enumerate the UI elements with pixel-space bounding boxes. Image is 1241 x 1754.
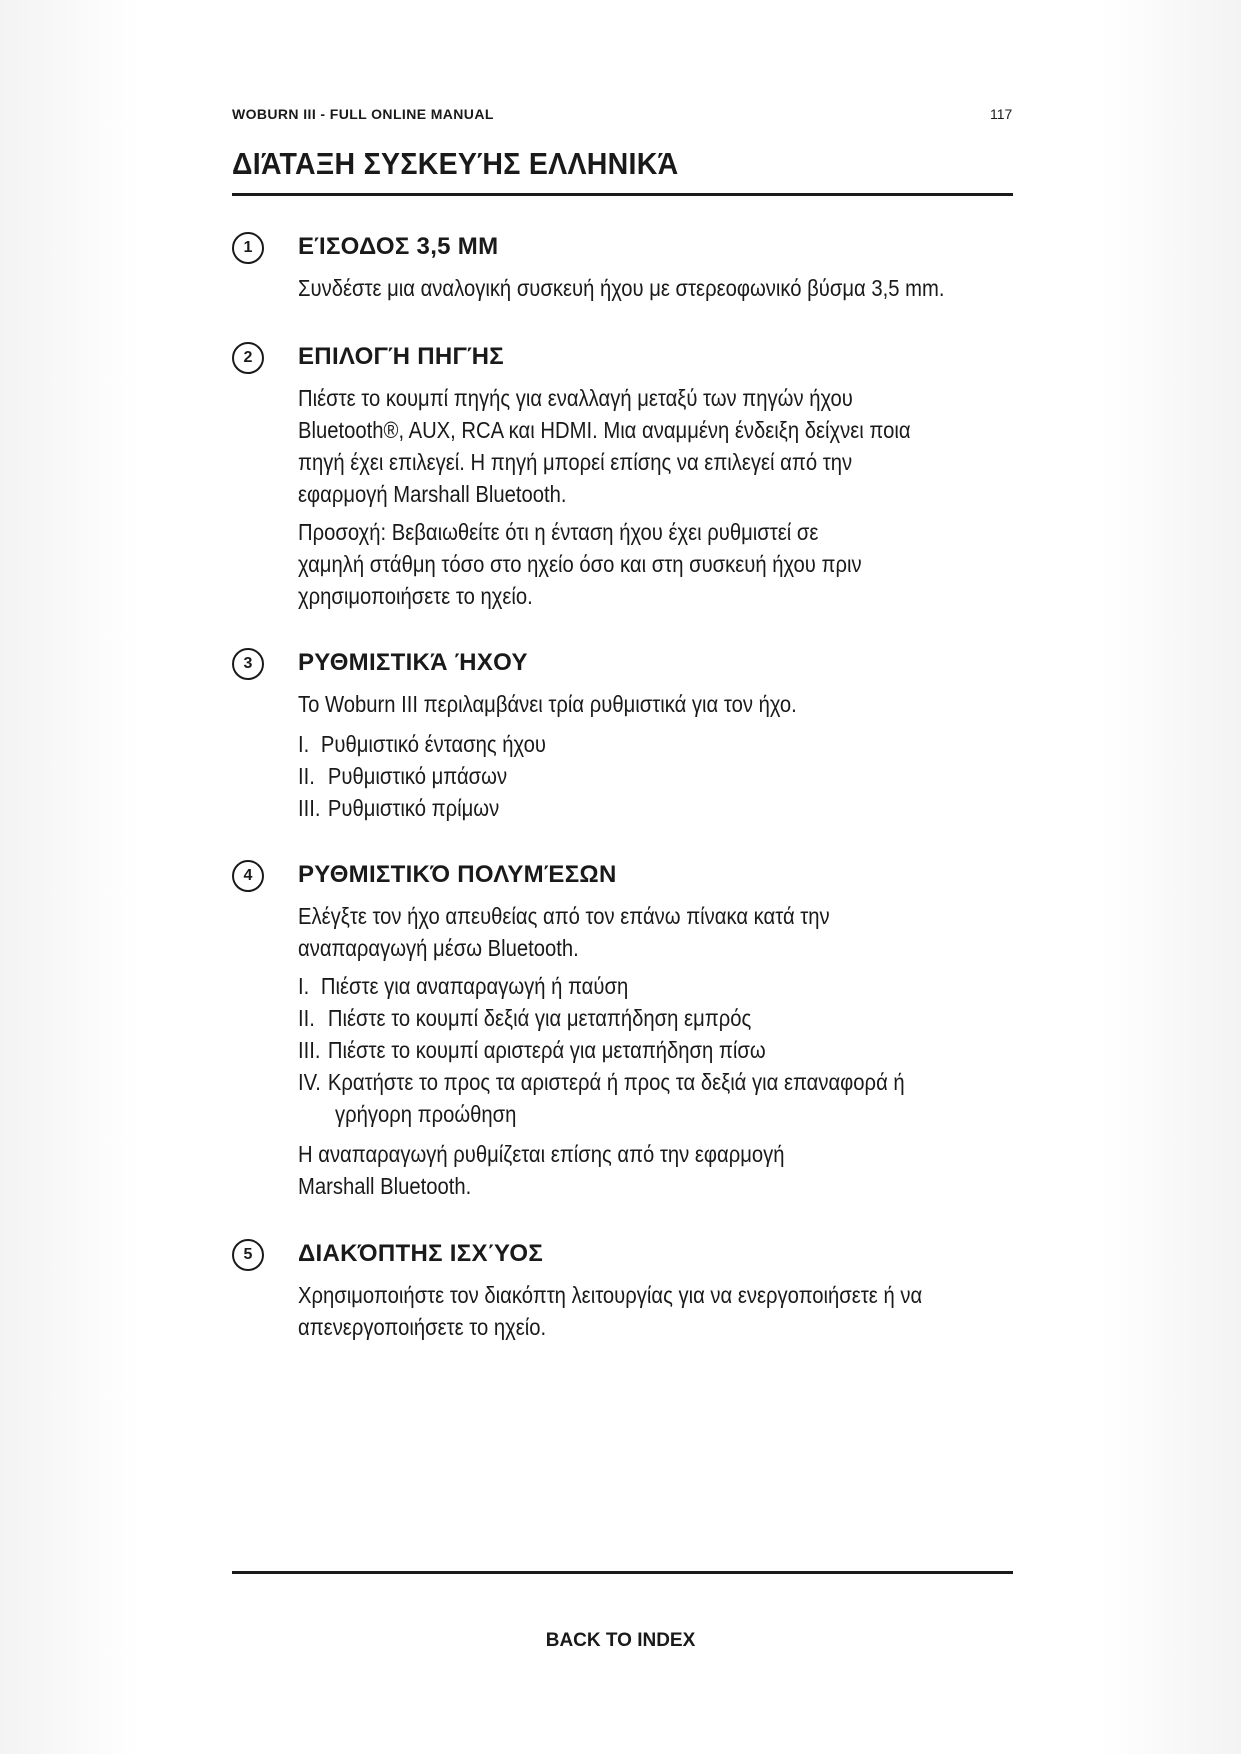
title-divider xyxy=(232,193,1013,196)
text-line: Η αναπαραγωγή ρυθμίζεται επίσης από την εφαρμογή xyxy=(298,1141,785,1167)
section-heading: ΕΠΙΛΟΓΉ ΠΗΓΉΣ xyxy=(298,343,505,370)
text-line: Marshall Bluetooth. xyxy=(298,1173,472,1199)
list-item-text: Ρυθμιστικό έντασης ήχου xyxy=(320,731,546,757)
list-item-continuation xyxy=(298,1098,1065,1130)
section-heading: ΕΊΣΟΔΟΣ 3,5 MM xyxy=(298,233,499,260)
list-item xyxy=(298,970,1051,1002)
back-to-index-link[interactable]: BACK TO INDEX xyxy=(545,1630,696,1651)
section-number-badge: 5 xyxy=(232,1239,264,1271)
list-marker: IV. xyxy=(298,1069,321,1095)
list-item xyxy=(298,728,1051,760)
text-line: εφαρμογή Marshall Bluetooth. xyxy=(298,481,567,507)
caution-paragraph xyxy=(298,516,1028,612)
list-item-text: Πιέστε για αναπαραγωγή ή παύση xyxy=(320,973,629,999)
page-number: 117 xyxy=(990,106,1013,122)
section-heading: ΔΙΑΚΌΠΤΗΣ ΙΣΧΎΟΣ xyxy=(298,1240,544,1267)
list-item-text: Ρυθμιστικό πρίμων xyxy=(327,795,500,821)
list-item xyxy=(298,1002,1058,1034)
list-item xyxy=(298,792,1058,824)
section-outro xyxy=(298,1138,1028,1202)
list-item-text: Ρυθμιστικό μπάσων xyxy=(327,763,508,789)
list-marker: III. xyxy=(298,795,321,821)
text-line: Bluetooth®, AUX, RCA και HDMI. Μια αναμμένη ένδειξη δείχνει ποια xyxy=(298,417,911,443)
section-heading: ΡΥΘΜΙΣΤΙΚΆ ΉΧΟΥ xyxy=(298,649,528,676)
page-title: ΔΙΆΤΑΞΗ ΣΥΣΚΕΥΉΣ ΕΛΛΗΝΙΚΆ xyxy=(232,146,679,181)
list-item xyxy=(298,1066,1058,1098)
control-list xyxy=(298,970,1028,1130)
list-item-text: Πιέστε το κουμπί δεξιά για μεταπήδηση εμπρός xyxy=(327,1005,752,1031)
footer-divider xyxy=(232,1571,1013,1574)
list-marker: I. xyxy=(298,731,310,757)
text-line: Ελέγξτε τον ήχο απευθείας από τον επάνω πίνακα κατά την xyxy=(298,903,830,929)
list-item xyxy=(298,760,1058,792)
section-number-badge: 2 xyxy=(232,342,264,374)
text-line: Προσοχή: Βεβαιωθείτε ότι η ένταση ήχου έχει ρυθμιστεί σε xyxy=(298,519,819,545)
section-paragraph xyxy=(298,382,1028,510)
text-line: Χρησιμοποιήστε τον διακόπτη λειτουργίας για να ενεργοποιήσετε ή να xyxy=(298,1282,923,1308)
text-line: Πιέστε το κουμπί πηγής για εναλλαγή μεταξύ των πηγών ήχου xyxy=(298,385,853,411)
section-text: Συνδέστε μια αναλογική συσκευή ήχου με στερεοφωνικό βύσμα 3,5 mm. xyxy=(298,275,945,301)
section-text: Το Woburn III περιλαμβάνει τρία ρυθμιστικά για τον ήχο. xyxy=(298,691,797,717)
list-item-text: Πιέστε το κουμπί αριστερά για μεταπήδηση πίσω xyxy=(327,1037,766,1063)
section-number-badge: 4 xyxy=(232,860,264,892)
list-marker: II. xyxy=(298,763,315,789)
section-intro xyxy=(298,900,1028,964)
list-item xyxy=(298,1034,1058,1066)
list-marker: III. xyxy=(298,1037,321,1063)
list-marker: I. xyxy=(298,973,310,999)
list-item-text: Κρατήστε το προς τα αριστερά ή προς τα δεξιά για επαναφορά ή xyxy=(327,1069,905,1095)
text-line: απενεργοποιήσετε το ηχείο. xyxy=(298,1314,547,1340)
section-number-badge: 3 xyxy=(232,648,264,680)
text-line: πηγή έχει επιλεγεί. Η πηγή μπορεί επίσης να επιλεγεί από την xyxy=(298,449,853,475)
section-heading: ΡΥΘΜΙΣΤΙΚΌ ΠΟΛΥΜΈΣΩΝ xyxy=(298,861,617,888)
section-number-badge: 1 xyxy=(232,232,264,264)
list-marker: II. xyxy=(298,1005,315,1031)
running-header: WOBURN III - FULL ONLINE MANUAL xyxy=(232,106,494,122)
text-line: αναπαραγωγή μέσω Bluetooth. xyxy=(298,935,579,961)
text-line: χρησιμοποιήσετε το ηχείο. xyxy=(298,583,533,609)
list-item-text: γρήγορη προώθηση xyxy=(334,1101,517,1127)
text-line: χαμηλή στάθμη τόσο στο ηχείο όσο και στη συσκευή ήχου πριν xyxy=(298,551,862,577)
knob-list xyxy=(298,728,1028,824)
